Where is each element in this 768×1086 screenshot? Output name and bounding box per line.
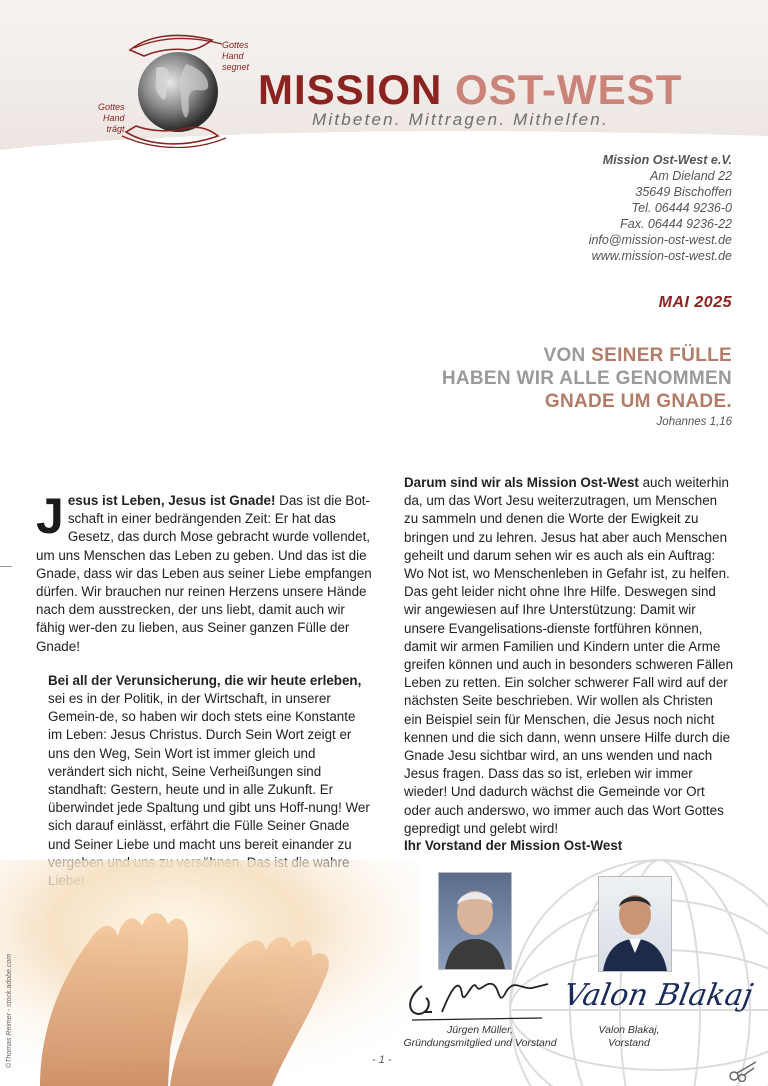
address-org-name: Mission Ost-West e.V. (602, 153, 732, 167)
fold-mark (0, 566, 12, 567)
address-block (589, 152, 732, 264)
paragraph: Bei all der Verunsicherung, die wir heute erleben, sei es in der Politik, in der Wirtschaft, in unserer Gemein-de, so haben wir doch stets eine Konstante im Leben: Jesus Christus. Durch Sein Wort zeigt er uns den Weg, Sein Wort ist immer gleich und verändert sich nicht, Seine Verheißungen sind standhaft: Gestern, heute und in alle Zukunft. Er überwindet jede Spaltung und gibt uns Hoff-nung! Wer sich darauf einlässt, erfährt die Fülle Seiner Gnade und Seiner Liebe und macht uns bereit einander zu (48, 672, 370, 852)
bible-verse: VON SEINER FÜLLE HABEN WIR ALLE GENOMMEN GNADE UM GNADE. (441, 345, 732, 412)
address-phone: Tel. 06444 9236-0 (631, 201, 732, 215)
organization-name: MISSION OST-WEST (258, 66, 683, 113)
page-number: - 1 - (372, 1054, 392, 1066)
person-icon (599, 877, 671, 971)
person-icon (439, 873, 511, 969)
portrait-juergen-mueller (438, 872, 512, 970)
address-email[interactable]: info@mission-ost-west.de (588, 233, 732, 247)
address-fax: Fax. 06444 9236-22 (620, 217, 732, 231)
logo-text-top: Gottes Hand segnet (222, 40, 250, 72)
open-hands-image (0, 820, 420, 1086)
right-text-column (392, 474, 734, 854)
address-website[interactable]: www.mission-ost-west.de (591, 249, 732, 263)
address-street: Am Dieland 22 (650, 169, 732, 183)
drop-cap: J (36, 488, 64, 544)
verse-reference: Johannes 1,16 (656, 416, 732, 428)
signer-2-caption: Valon Blakaj, Vorstand (598, 1024, 660, 1049)
address-city: 35649 Bischoffen (635, 185, 732, 199)
scissors-icon (728, 1060, 758, 1082)
paragraph: Darum sind wir als Mission Ost-West auch weiterhin da, um das Wort Jesu weiterzutragen, um Menschen zu sammeln und denen die Worte der Ewigkeit zu bringen und zu lehren. Jesus hat aber auch Menschen geheilt und darum sehen wir es auch als ein Auftrag: Wo Not ist, wo Menschenleben in Gefahr ist, zu helfen. Das geht leider nicht ohne Ihre Hilfe. Deswegen sind wir angewiesen auf Ihre Unterstützung: Damit wir unsere Evangelisations-dienste fortführen können, damit wir armen Familien und Kindern unter die Arme greifen können und auch in besonders schweren Fällen Leben zu retten. Ein solcher schwerer Fall wird auf der nächsten Seite beschrieben. Wir wollen als Christen ein Beispiel sein für Menschen, die Jesus noch nicht kennen und die sich dann, wenn unsere Hilfe durch die Gnade Jesu sichtbar wird, an uns wenden und nach Jesus fragen. Dass das so ist, erleben wir immer wieder! Und dadurch wächst die Gemeinde vor Ort oder auch anderswo, wo immer auch das Wort Gottes gepredigt und gelebt wird! (404, 475, 734, 836)
signature-heading: Ihr Vorstand der Mission Ost-West (404, 838, 623, 853)
tagline: Mitbeten. Mittragen. Mithelfen. (312, 110, 609, 129)
signature-juergen-mueller (402, 972, 552, 1024)
photo-credit: ©Thomas Reimer - stock.adobe.com (6, 953, 13, 1068)
logo-text-bottom: Gottes Hand trägt (98, 102, 125, 134)
portrait-valon-blakaj (598, 876, 672, 972)
issue-date: MAI 2025 (658, 294, 732, 311)
signer-1-caption: Jürgen Müller, Gründungsmitglied und Vorstand (403, 1024, 557, 1049)
signature-valon-blakaj: Valon Blakaj (560, 978, 756, 1013)
paragraph: Jesus ist Leben, Jesus ist Gnade! Das ist die Bot-schaft in einer bedrängenden Zeit: Er hat das Gesetz, das durch Mose gebracht wurde vollendet, um uns Menschen das Leben zu geben. Und das ist die Gnade, dass wir das Leben aus seiner Liebe empfangen dürfen. Wir brauchen nur reinen Herzens unsere Hände nach dem ausstrecken, der uns liebt, damit auch wir fähig wer-den zu lieben, aus Seiner ganzen Fülle der Gnade! (36, 488, 372, 654)
